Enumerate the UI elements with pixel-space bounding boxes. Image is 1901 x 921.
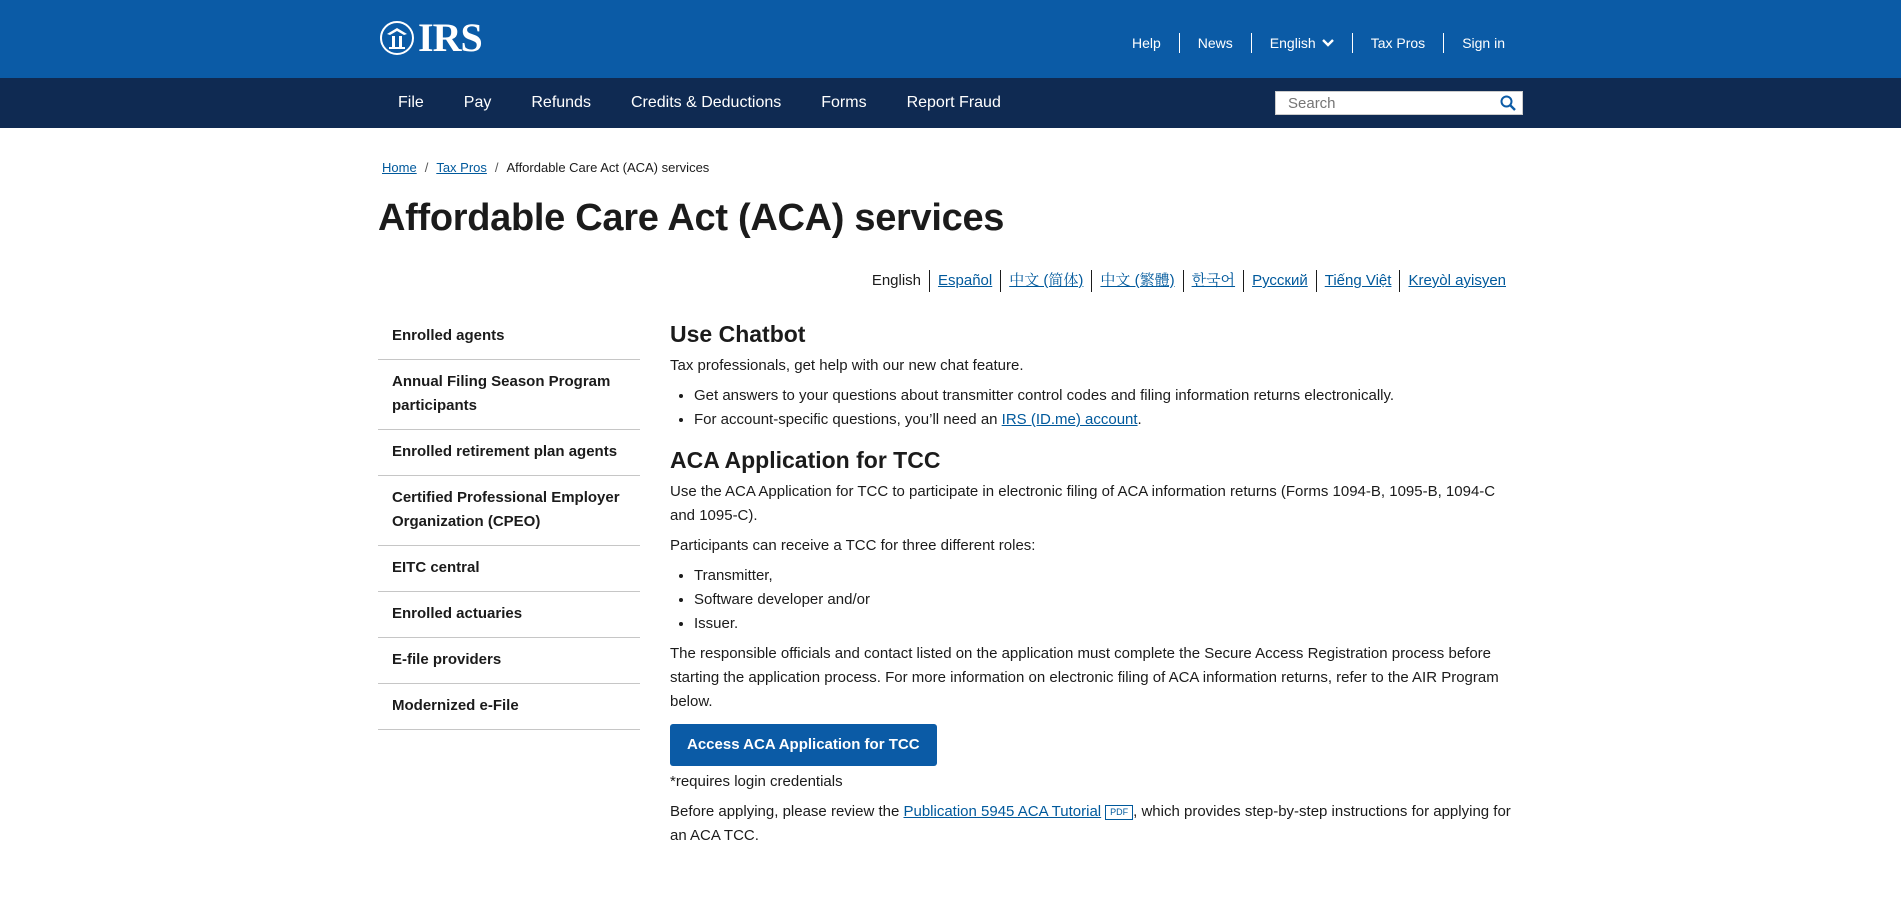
nav-report-fraud[interactable]: Report Fraud bbox=[906, 94, 1001, 111]
access-aca-application-button[interactable]: Access ACA Application for TCC bbox=[670, 724, 937, 766]
sidebar-item-enrolled-agents[interactable]: Enrolled agents bbox=[378, 314, 640, 360]
lang-chinese-traditional[interactable]: 中文 (繁體) bbox=[1091, 270, 1182, 292]
pdf-badge: PDF bbox=[1105, 805, 1133, 820]
news-link[interactable]: News bbox=[1179, 33, 1251, 53]
lang-korean[interactable]: 한국어 bbox=[1183, 270, 1243, 292]
search-box bbox=[1275, 91, 1523, 115]
nav-pay[interactable]: Pay bbox=[463, 94, 492, 111]
language-switcher bbox=[378, 270, 1514, 292]
tcc-paragraph: Use the ACA Application for TCC to participate in electronic filing of ACA information returns (Forms 1094-B, 1095-B, 1094-C and 1095-C). bbox=[670, 483, 1496, 524]
tcc-heading: ACA Application for TCC bbox=[670, 447, 941, 473]
list-item bbox=[694, 408, 1520, 432]
logo-text: IRS bbox=[418, 15, 482, 60]
content-container bbox=[378, 128, 1514, 844]
irs-logo[interactable] bbox=[378, 15, 482, 60]
main-nav bbox=[0, 78, 1901, 128]
chatbot-list bbox=[670, 384, 1520, 432]
list-item: • Transmitter, bbox=[694, 564, 1520, 588]
list-item: • Software developer and/or bbox=[694, 588, 1520, 612]
chatbot-heading: Use Chatbot bbox=[670, 321, 806, 347]
lang-haitian-creole[interactable]: Kreyòl ayisyen bbox=[1399, 270, 1514, 292]
sidebar-item-afsp-participants[interactable]: Annual Filing Season Program participants bbox=[378, 360, 640, 430]
sidebar-item-modernized-e-file[interactable]: Modernized e-File bbox=[378, 684, 640, 730]
tcc-roles-intro: Participants can receive a TCC for three different roles: bbox=[670, 537, 1036, 554]
lang-vietnamese[interactable]: Tiếng Việt bbox=[1316, 270, 1400, 292]
breadcrumb-tax-pros[interactable]: Tax Pros bbox=[436, 160, 487, 175]
breadcrumb-home[interactable]: Home bbox=[382, 160, 417, 175]
sign-in-link[interactable]: Sign in bbox=[1443, 33, 1523, 53]
bullet-text: . bbox=[1137, 411, 1142, 428]
bullet-text: For account-specific questions, you’ll need an bbox=[694, 411, 1002, 428]
nav-file[interactable]: File bbox=[398, 94, 424, 111]
sidebar-item-eitc-central[interactable]: EITC central bbox=[378, 546, 640, 592]
breadcrumb-separator: / bbox=[494, 160, 499, 175]
lang-chinese-simplified[interactable]: 中文 (简体) bbox=[1000, 270, 1091, 292]
tutorial-text: , which provides step-by-step instructions for applying for an ACA TCC. bbox=[670, 803, 1511, 844]
tutorial-text: Before applying, please review the bbox=[670, 803, 904, 820]
breadcrumb-current: Affordable Care Act (ACA) services bbox=[506, 160, 710, 175]
id-me-account-link[interactable]: IRS (ID.me) account bbox=[1001, 411, 1138, 428]
tcc-registration-paragraph: The responsible officials and contact listed on the application must complete the Secure Access Registration process before starting the application process. For more information on electronic filing of ACA information returns, refer to the AIR Program below. bbox=[670, 645, 1499, 710]
sidebar-item-enrolled-retirement-plan-agents[interactable]: Enrolled retirement plan agents bbox=[378, 430, 640, 476]
site-header bbox=[0, 0, 1901, 78]
list-item: • Issuer. bbox=[694, 612, 1520, 636]
lang-russian[interactable]: Русский bbox=[1243, 270, 1316, 292]
breadcrumb-separator: / bbox=[424, 160, 429, 175]
eagle-icon bbox=[378, 20, 416, 56]
search-icon[interactable] bbox=[1500, 95, 1516, 111]
sidebar-item-enrolled-actuaries[interactable]: Enrolled actuaries bbox=[378, 592, 640, 638]
sidebar-item-cpeo[interactable]: Certified Professional Employer Organization (CPEO) bbox=[378, 476, 640, 546]
page-title: Affordable Care Act (ACA) services bbox=[378, 197, 1005, 239]
language-dropdown[interactable] bbox=[1251, 33, 1352, 53]
nav-refunds[interactable]: Refunds bbox=[531, 94, 591, 111]
chatbot-intro: Tax professionals, get help with our new chat feature. bbox=[670, 357, 1024, 374]
sidebar-nav bbox=[378, 314, 640, 730]
tax-pros-link[interactable]: Tax Pros bbox=[1352, 33, 1443, 53]
lang-english: English bbox=[871, 272, 922, 289]
nav-forms[interactable]: Forms bbox=[821, 94, 867, 111]
publication-5945-link[interactable]: Publication 5945 ACA Tutorial bbox=[903, 803, 1102, 820]
search-input[interactable] bbox=[1276, 93, 1500, 113]
language-dropdown-label: English bbox=[1269, 35, 1316, 51]
tcc-roles-list bbox=[670, 564, 1520, 636]
tutorial-paragraph bbox=[670, 800, 1520, 848]
lang-spanish[interactable]: Español bbox=[929, 270, 1000, 292]
sidebar-item-e-file-providers[interactable]: E-file providers bbox=[378, 638, 640, 684]
main-content bbox=[670, 318, 1520, 854]
breadcrumb bbox=[382, 160, 1514, 175]
list-item: • Get answers to your questions about transmitter control codes and filing information returns electronically. bbox=[694, 384, 1520, 408]
utility-nav bbox=[1114, 33, 1523, 53]
help-link[interactable]: Help bbox=[1131, 35, 1161, 51]
chevron-down-icon bbox=[1322, 39, 1334, 47]
login-note: *requires login credentials bbox=[670, 773, 843, 790]
nav-credits-deductions[interactable]: Credits & Deductions bbox=[630, 94, 782, 111]
